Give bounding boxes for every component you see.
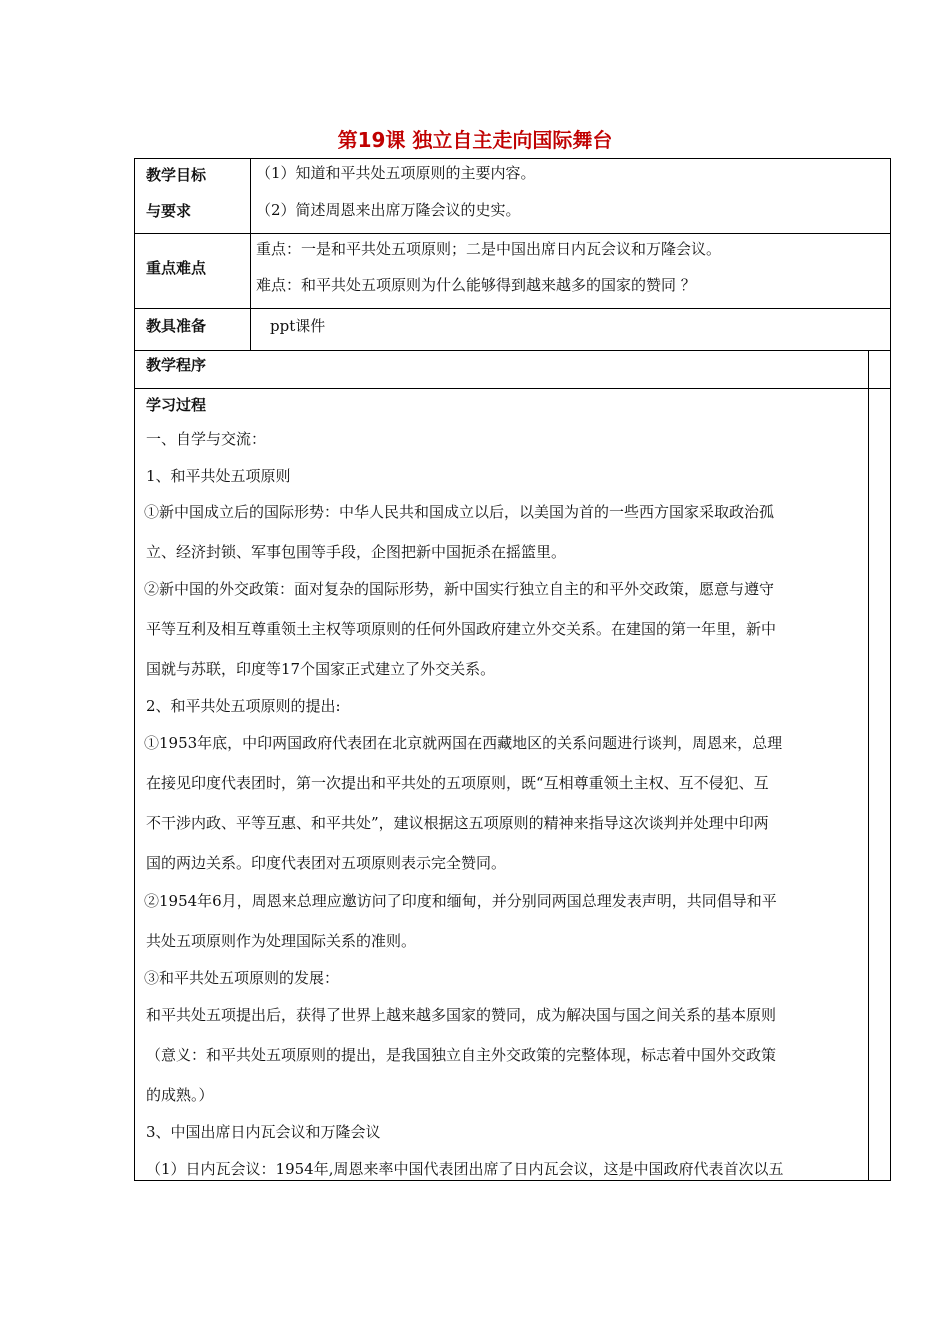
key-point: 重点：一是和平共处五项原则；二是中国出席日内瓦会议和万隆会议。 [256, 240, 722, 258]
goals-label-line1: 教学目标 [146, 166, 207, 184]
process-line: ①新中国成立后的国际形势：中华人民共和国成立以后，以美国为首的一些西方国家采取政治孤 [144, 503, 775, 521]
process-line: 国就与苏联，印度等17个国家正式建立了外交关系。 [146, 660, 496, 678]
goal-item-2: （2）简述周恩来出席万隆会议的史实。 [256, 201, 521, 219]
goals-label-line2: 与要求 [146, 202, 192, 220]
process-line: 平等互利及相互尊重领土主权等项原则的任何外国政府建立外交关系。在建国的第一年里，新中 [146, 620, 777, 638]
process-line: 国的两边关系。印度代表团对五项原则表示完全赞同。 [146, 854, 507, 872]
process-line: 和平共处五项提出后，获得了世界上越来越多国家的赞同，成为解决国与国之间关系的基本原则 [146, 1006, 777, 1024]
process-line: ②1954年6月，周恩来总理应邀访问了印度和缅甸，并分别同两国总理发表声明，共同倡导和平 [144, 892, 777, 910]
process-line: 3、中国出席日内瓦会议和万隆会议 [146, 1123, 381, 1141]
process-heading: 学习过程 [146, 396, 207, 414]
process-line: 在接见印度代表团时，第一次提出和平共处的五项原则，既“互相尊重领土主权、互不侵犯、互 [146, 774, 769, 792]
process-line: 1、和平共处五项原则 [146, 467, 291, 485]
tools-value: ppt课件 [270, 317, 326, 335]
difficulty-point: 难点：和平共处五项原则为什么能够得到越来越多的国家的赞同 ？ [256, 276, 696, 294]
process-line: （1）日内瓦会议：1954年,周恩来率中国代表团出席了日内瓦会议，这是中国政府代表首次以五 [146, 1160, 784, 1178]
key-difficulty-label: 重点难点 [146, 259, 207, 277]
process-line: ①1953年底，中印两国政府代表团在北京就两国在西藏地区的关系问题进行谈判，周恩来，总理 [144, 734, 783, 752]
process-line: 共处五项原则作为处理国际关系的准则。 [146, 932, 417, 950]
process-line: ③和平共处五项原则的发展： [144, 969, 340, 987]
process-line: 的成熟。） [146, 1086, 214, 1104]
process-line: ②新中国的外交政策：面对复杂的国际形势，新中国实行独立自主的和平外交政策，愿意与遵守 [144, 580, 775, 598]
tools-label: 教具准备 [146, 317, 207, 335]
procedure-label: 教学程序 [146, 356, 207, 374]
page-title: 第19课 独立自主走向国际舞台 [337, 128, 613, 152]
process-line: 不干涉内政、平等互惠、和平共处”，建议根据这五项原则的精神来指导这次谈判并处理中印两 [146, 814, 769, 832]
process-line: （意义：和平共处五项原则的提出，是我国独立自主外交政策的完整体现，标志着中国外交政策 [146, 1046, 777, 1064]
process-line: 立、经济封锁、军事包围等手段，企图把新中国扼杀在摇篮里。 [146, 543, 567, 561]
process-line: 一、自学与交流： [146, 430, 267, 448]
goal-item-1: （1）知道和平共处五项原则的主要内容。 [256, 164, 536, 182]
process-line: 2、和平共处五项原则的提出: [146, 697, 341, 715]
